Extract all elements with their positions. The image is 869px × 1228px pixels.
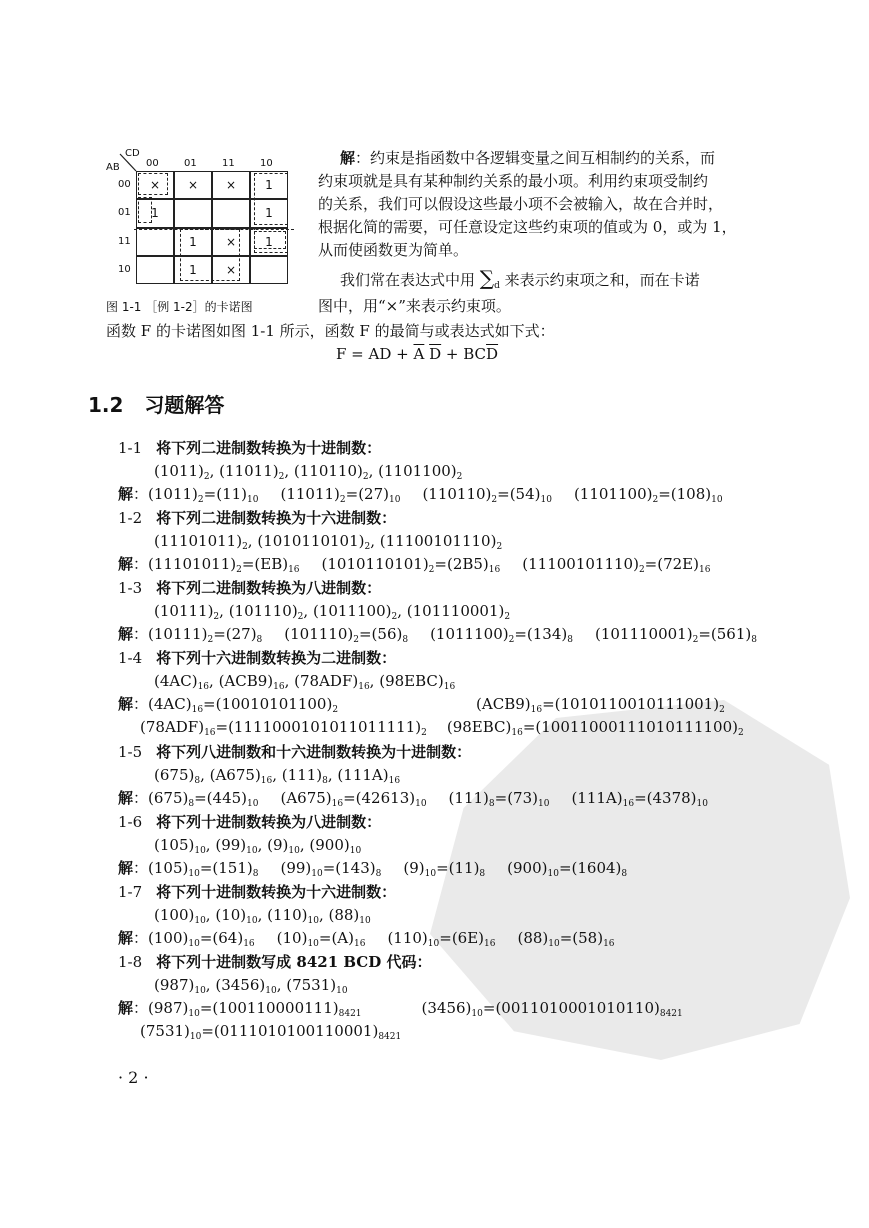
answer-label: 解 [118, 485, 134, 503]
problem-answer: 解：$(100)_{10}=(64)_{16}$ $(10)_{10}=(A)_{16}$ $(110)_{10}=(6E)_{16}$ $(88)_{10}=(58)_{16}$ [118, 929, 615, 949]
problem-answer: 解：$(11101011)_2=(EB)_{16}$ $(1010110101)_2=(2B5)_{16}$ $(11100101110)_2=(72E)_{16}$ [118, 555, 711, 575]
section-number: 1.2 [88, 393, 124, 417]
answer-item: $(900)_{10}=(1604)_8$ [507, 859, 628, 879]
section-heading [88, 389, 224, 418]
solution-para1-line5: 从而使函数更为简单。 [318, 241, 469, 259]
kmap-cell: 1 [250, 199, 288, 227]
problem-title: 将下列十六进制数转换为二进制数： [156, 649, 397, 667]
answer-item: $(101110)_2=(56)_8$ [284, 625, 409, 645]
kmap-cell: × [212, 256, 250, 284]
kmap-cell: × [212, 228, 250, 256]
kmap-cell: 1 [136, 199, 174, 227]
answer-item: $(11011)_2=(27)_{10}$ [280, 485, 401, 505]
answer-item: $(9)_{10}=(11)_8$ [403, 859, 486, 879]
kmap-var-ab: AB [106, 162, 120, 173]
answer-item: $(4AC)_{16}=(10010101100)_2$ [148, 695, 339, 715]
kmap-row-label: 00 [118, 179, 131, 190]
kmap-cell: 1 [174, 228, 212, 256]
kmap-cell [212, 199, 250, 227]
answer-label: 解 [118, 555, 134, 573]
karnaugh-map [106, 148, 296, 288]
kmap-cell: × [136, 171, 174, 199]
answer-item: $(100)_{10}=(64)_{16}$ [148, 929, 255, 949]
problem-title: 将下列十进制数写成 8421 BCD 代码： [156, 953, 432, 971]
problem-question: $(11101011)_2$, $(1010110101)_2$, $(11100101110)_2$ [154, 532, 503, 552]
answer-item: $(11100101110)_2=(72E)_{16}$ [522, 555, 711, 575]
problem-heading [118, 882, 396, 902]
kmap-group-loop [138, 173, 168, 195]
answer-item: $(105)_{10}=(151)_8$ [148, 859, 259, 879]
problem-answer: 解：$(987)_{10}=(100110000111)_{8421}$ $(3456)_{10}=(0011010001010110)_{8421}$ [118, 999, 683, 1019]
kmap-cell: × [212, 171, 250, 199]
figure-caption: 图 1-1 ［例 1-2］的卡诺图 [106, 300, 253, 314]
problem-answer-cont [140, 1021, 401, 1047]
problem-heading [118, 648, 396, 668]
problem-question: $(675)_8$, $(A675)_{16}$, $(111)_8$, $(111A)_{16}$ [154, 766, 401, 786]
kmap-row-label: 11 [118, 235, 131, 247]
solution-para2-line1: 我们常在表达式中用 $\sum_d$ 来表示约束项之和，而在卡诺 [340, 266, 700, 291]
problem-title: 将下列二进制数转换为十进制数： [156, 439, 382, 457]
kmap-group-loop [254, 173, 288, 225]
solution-para2-line2: 图中，用“×”来表示约束项。 [318, 297, 511, 315]
kmap-group-loop [254, 231, 286, 249]
problem-answer-cont [140, 717, 744, 743]
problem-heading [118, 438, 381, 458]
problem-heading [118, 952, 431, 972]
answer-item: $(110)_{10}=(6E)_{16}$ [387, 929, 496, 949]
answer-item: $(11101011)_2=(EB)_{16}$ [148, 555, 300, 575]
problem-question: $(1011)_2$, $(11011)_2$, $(110110)_2$, $(1101100)_2$ [154, 462, 463, 482]
problem-question: $(4AC)_{16}$, $(ACB9)_{16}$, $(78ADF)_{16}$, $(98EBC)_{16}$ [154, 672, 456, 692]
problem-id: 1-6 [118, 813, 143, 831]
problem-heading [118, 578, 381, 598]
answer-label: 解 [118, 625, 134, 643]
answer-item: $(987)_{10}=(100110000111)_{8421}$ [148, 999, 362, 1019]
answer-item: $(675)_8=(445)_{10}$ [148, 789, 259, 809]
kmap-cell [250, 256, 288, 284]
kmap-cell [136, 256, 174, 284]
kmap-col-label: 00 [146, 158, 159, 169]
answer-item: $(10)_{10}=(A)_{16}$ [276, 929, 366, 949]
kmap-cell [174, 199, 212, 227]
answer-item: $(ACB9)_{16}=(1010110010111001)_2$ [476, 695, 725, 715]
problem-heading [118, 742, 471, 762]
answer-item: $(111)_8=(73)_{10}$ [448, 789, 550, 809]
problem-question: $(987)_{10}$, $(3456)_{10}$, $(7531)_{10}$ [154, 976, 348, 996]
solution-para1-line3: 的关系，我们可以假设这些最小项不会被输入，故在合并时， [318, 195, 724, 213]
answer-item: $(10111)_2=(27)_8$ [148, 625, 263, 645]
problem-question: $(105)_{10}$, $(99)_{10}$, $(9)_{10}$, $(900)_{10}$ [154, 836, 362, 856]
kmap-description: 函数 F 的卡诺图如图 1-1 所示，函数 F 的最简与或表达式如下式： [106, 322, 555, 340]
kmap-group-loop [134, 229, 294, 231]
problem-id: 1-4 [118, 649, 143, 667]
answer-label: 解 [118, 859, 134, 877]
answer-item: $(1011)_2=(11)_{10}$ [148, 485, 259, 505]
kmap-cell: × [174, 171, 212, 199]
kmap-var-cd: CD [125, 148, 140, 159]
answer-item: $(1011100)_2=(134)_8$ [430, 625, 573, 645]
kmap-group-loop [180, 229, 240, 281]
problem-id: 1-3 [118, 579, 143, 597]
solution-label: 解 [340, 149, 356, 167]
answer-item: $(7531)_{10}=(0111010100110001)_{8421}$ [140, 1022, 402, 1042]
problem-answer: 解：$(675)_8=(445)_{10}$ $(A675)_{16}=(42613)_{10}$ $(111)_8=(73)_{10}$ $(111A)_{16}=(4378)_{10}$ [118, 789, 708, 809]
answer-item: $(110110)_2=(54)_{10}$ [422, 485, 552, 505]
kmap-col-label: 01 [184, 158, 197, 169]
problem-id: 1-5 [118, 743, 143, 761]
problem-question: $(10111)_2$, $(101110)_2$, $(1011100)_2$, $(101110001)_2$ [154, 602, 511, 622]
problem-heading [118, 508, 396, 528]
section-title: 习题解答 [144, 393, 225, 417]
answer-item: $(1101100)_2=(108)_{10}$ [573, 485, 723, 505]
kmap-cell [136, 228, 174, 256]
problem-id: 1-1 [118, 439, 143, 457]
kmap-row-label: 01 [118, 207, 131, 219]
answer-item: $(101110001)_2=(561)_8$ [594, 625, 757, 645]
kmap-group-loop [138, 197, 152, 223]
answer-item: $(A675)_{16}=(42613)_{10}$ [280, 789, 427, 809]
problem-id: 1-8 [118, 953, 143, 971]
problem-answer: 解：$(105)_{10}=(151)_8$ $(99)_{10}=(143)_8$ $(9)_{10}=(11)_8$ $(900)_{10}=(1604)_8$ [118, 859, 628, 879]
problem-question: $(100)_{10}$, $(10)_{10}$, $(110)_{10}$, $(88)_{10}$ [154, 906, 371, 926]
solution-para1-line4: 根据化简的需要，可任意设定这些约束项的值或为 0，或为 1， [318, 218, 737, 236]
solution-para1-line2: 约束项就是具有某种制约关系的最小项。利用约束项受制约 [318, 172, 709, 190]
problem-id: 1-2 [118, 509, 143, 527]
page-number: · 2 · [118, 1068, 149, 1087]
kmap-grid [136, 171, 288, 284]
kmap-cell: 1 [250, 228, 288, 256]
problem-answer: 解：$(1011)_2=(11)_{10}$ $(11011)_2=(27)_{10}$ $(110110)_2=(54)_{10}$ $(1101100)_2=(108)_{10}$ [118, 485, 723, 505]
answer-item: $(99)_{10}=(143)_8$ [280, 859, 382, 879]
answer-item: $(88)_{10}=(58)_{16}$ [517, 929, 615, 949]
answer-label: 解 [118, 929, 134, 947]
formula: F = AD + $\overline{A}$ $\overline{D} + BC\overline{D}$ [336, 345, 499, 363]
problem-heading [118, 812, 381, 832]
kmap-cell: 1 [250, 171, 288, 199]
problem-title: 将下列十进制数转换为十六进制数： [156, 883, 397, 901]
problem-answer: 解：$(10111)_2=(27)_8$ $(101110)_2=(56)_8$ $(1011100)_2=(134)_8$ $(101110001)_2=(561)_8$ [118, 625, 757, 645]
kmap-col-label: 11 [222, 158, 235, 169]
answer-label: 解 [118, 789, 134, 807]
problem-title: 将下列二进制数转换为十六进制数： [156, 509, 397, 527]
kmap-col-label: 10 [260, 158, 273, 169]
problem-answer: 解：$(4AC)_{16}=(10010101100)_2$ $(ACB9)_{16}=(1010110010111001)_2$ [118, 695, 725, 715]
answer-item: $(78ADF)_{16}=(1111000101011011111)_2$ [140, 718, 427, 738]
answer-item: $(98EBC)_{16}=(10011000111010111100)_2$ [446, 718, 744, 738]
problem-title: 将下列十进制数转换为八进制数： [156, 813, 382, 831]
kmap-row-label: 10 [118, 263, 131, 275]
answer-label: 解 [118, 695, 134, 713]
answer-item: $(1010110101)_2=(2B5)_{16}$ [321, 555, 501, 575]
problem-id: 1-7 [118, 883, 143, 901]
problem-title: 将下列八进制数和十六进制数转换为十进制数： [156, 743, 472, 761]
sum-symbol: ∑ [479, 266, 495, 290]
kmap-cell: 1 [174, 256, 212, 284]
answer-item: $(3456)_{10}=(0011010001010110)_{8421}$ [421, 999, 683, 1019]
solution-para1-line1: 解：约束是指函数中各逻辑变量之间互相制约的关系，而 [340, 149, 716, 167]
answer-label: 解 [118, 999, 134, 1017]
problem-title: 将下列二进制数转换为八进制数： [156, 579, 382, 597]
answer-item: $(111A)_{16}=(4378)_{10}$ [571, 789, 708, 809]
